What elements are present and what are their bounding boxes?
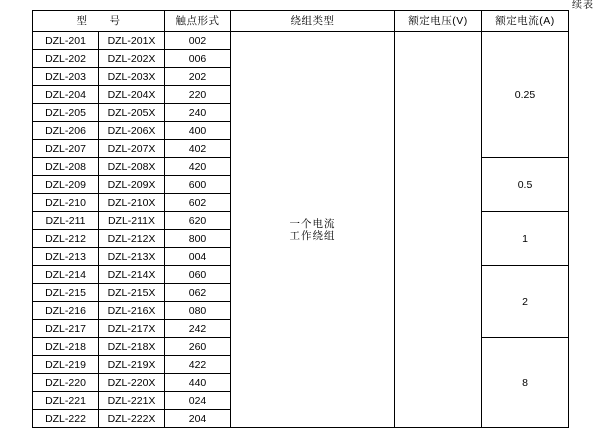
cell-model-b: DZL-206X <box>99 122 165 140</box>
cell-contact-form: 800 <box>165 230 231 248</box>
cell-model-b: DZL-203X <box>99 68 165 86</box>
winding-type-line-2: 工作绕组 <box>289 229 336 242</box>
cell-model-b: DZL-214X <box>99 266 165 284</box>
header-contact-form: 触点形式 <box>165 11 231 32</box>
cell-model-a: DZL-208 <box>33 158 99 176</box>
cell-model-b: DZL-209X <box>99 176 165 194</box>
cell-contact-form: 202 <box>165 68 231 86</box>
continued-table-label: 续表 <box>572 0 594 11</box>
cell-contact-form: 004 <box>165 248 231 266</box>
cell-model-a: DZL-220 <box>33 374 99 392</box>
cell-contact-form: 260 <box>165 338 231 356</box>
cell-model-a: DZL-221 <box>33 392 99 410</box>
cell-rated-current: 0.5 <box>482 158 569 212</box>
cell-model-a: DZL-203 <box>33 68 99 86</box>
cell-contact-form: 024 <box>165 392 231 410</box>
cell-contact-form: 440 <box>165 374 231 392</box>
cell-contact-form: 002 <box>165 32 231 50</box>
cell-model-a: DZL-201 <box>33 32 99 50</box>
cell-contact-form: 062 <box>165 284 231 302</box>
cell-model-b: DZL-218X <box>99 338 165 356</box>
cell-model-a: DZL-219 <box>33 356 99 374</box>
cell-model-b: DZL-201X <box>99 32 165 50</box>
specification-table <box>32 10 569 428</box>
cell-model-a: DZL-202 <box>33 50 99 68</box>
cell-model-b: DZL-221X <box>99 392 165 410</box>
cell-contact-form: 422 <box>165 356 231 374</box>
cell-model-b: DZL-202X <box>99 50 165 68</box>
cell-model-b: DZL-219X <box>99 356 165 374</box>
cell-model-b: DZL-208X <box>99 158 165 176</box>
cell-contact-form: 006 <box>165 50 231 68</box>
cell-contact-form: 240 <box>165 104 231 122</box>
header-rated-current: 额定电流(A) <box>482 11 569 32</box>
cell-model-b: DZL-220X <box>99 374 165 392</box>
cell-rated-current: 1 <box>482 212 569 266</box>
cell-model-a: DZL-222 <box>33 410 99 428</box>
cell-model-a: DZL-217 <box>33 320 99 338</box>
cell-rated-current: 2 <box>482 266 569 338</box>
cell-contact-form: 620 <box>165 212 231 230</box>
cell-model-a: DZL-212 <box>33 230 99 248</box>
cell-model-a: DZL-213 <box>33 248 99 266</box>
header-winding-type: 绕组类型 <box>231 11 395 32</box>
cell-model-b: DZL-222X <box>99 410 165 428</box>
table-row <box>33 32 569 50</box>
cell-model-b: DZL-215X <box>99 284 165 302</box>
table-header-row <box>33 11 569 32</box>
cell-model-a: DZL-215 <box>33 284 99 302</box>
cell-model-b: DZL-207X <box>99 140 165 158</box>
cell-model-a: DZL-205 <box>33 104 99 122</box>
cell-model-b: DZL-212X <box>99 230 165 248</box>
cell-model-a: DZL-210 <box>33 194 99 212</box>
cell-rated-current: 8 <box>482 338 569 428</box>
cell-contact-form: 220 <box>165 86 231 104</box>
cell-model-b: DZL-210X <box>99 194 165 212</box>
cell-contact-form: 402 <box>165 140 231 158</box>
cell-model-a: DZL-207 <box>33 140 99 158</box>
table-body <box>33 32 569 428</box>
cell-model-a: DZL-211 <box>33 212 99 230</box>
cell-contact-form: 600 <box>165 176 231 194</box>
cell-model-b: DZL-216X <box>99 302 165 320</box>
cell-model-a: DZL-204 <box>33 86 99 104</box>
cell-model-a: DZL-206 <box>33 122 99 140</box>
winding-type-line-1: 一个电流 <box>289 217 336 230</box>
cell-contact-form: 204 <box>165 410 231 428</box>
cell-contact-form: 400 <box>165 122 231 140</box>
cell-rated-current: 0.25 <box>482 32 569 158</box>
cell-model-b: DZL-205X <box>99 104 165 122</box>
cell-model-b: DZL-204X <box>99 86 165 104</box>
cell-model-a: DZL-209 <box>33 176 99 194</box>
cell-model-a: DZL-216 <box>33 302 99 320</box>
cell-contact-form: 242 <box>165 320 231 338</box>
cell-contact-form: 080 <box>165 302 231 320</box>
cell-model-b: DZL-217X <box>99 320 165 338</box>
cell-contact-form: 060 <box>165 266 231 284</box>
header-rated-voltage: 额定电压(V) <box>395 11 482 32</box>
cell-contact-form: 420 <box>165 158 231 176</box>
cell-model-a: DZL-214 <box>33 266 99 284</box>
cell-contact-form: 602 <box>165 194 231 212</box>
cell-rated-voltage <box>395 32 482 428</box>
cell-model-b: DZL-213X <box>99 248 165 266</box>
header-model: 型 号 <box>33 11 165 32</box>
cell-model-a: DZL-218 <box>33 338 99 356</box>
cell-model-b: DZL-211X <box>99 212 165 230</box>
table-header <box>33 11 569 32</box>
cell-winding-type <box>231 32 395 428</box>
